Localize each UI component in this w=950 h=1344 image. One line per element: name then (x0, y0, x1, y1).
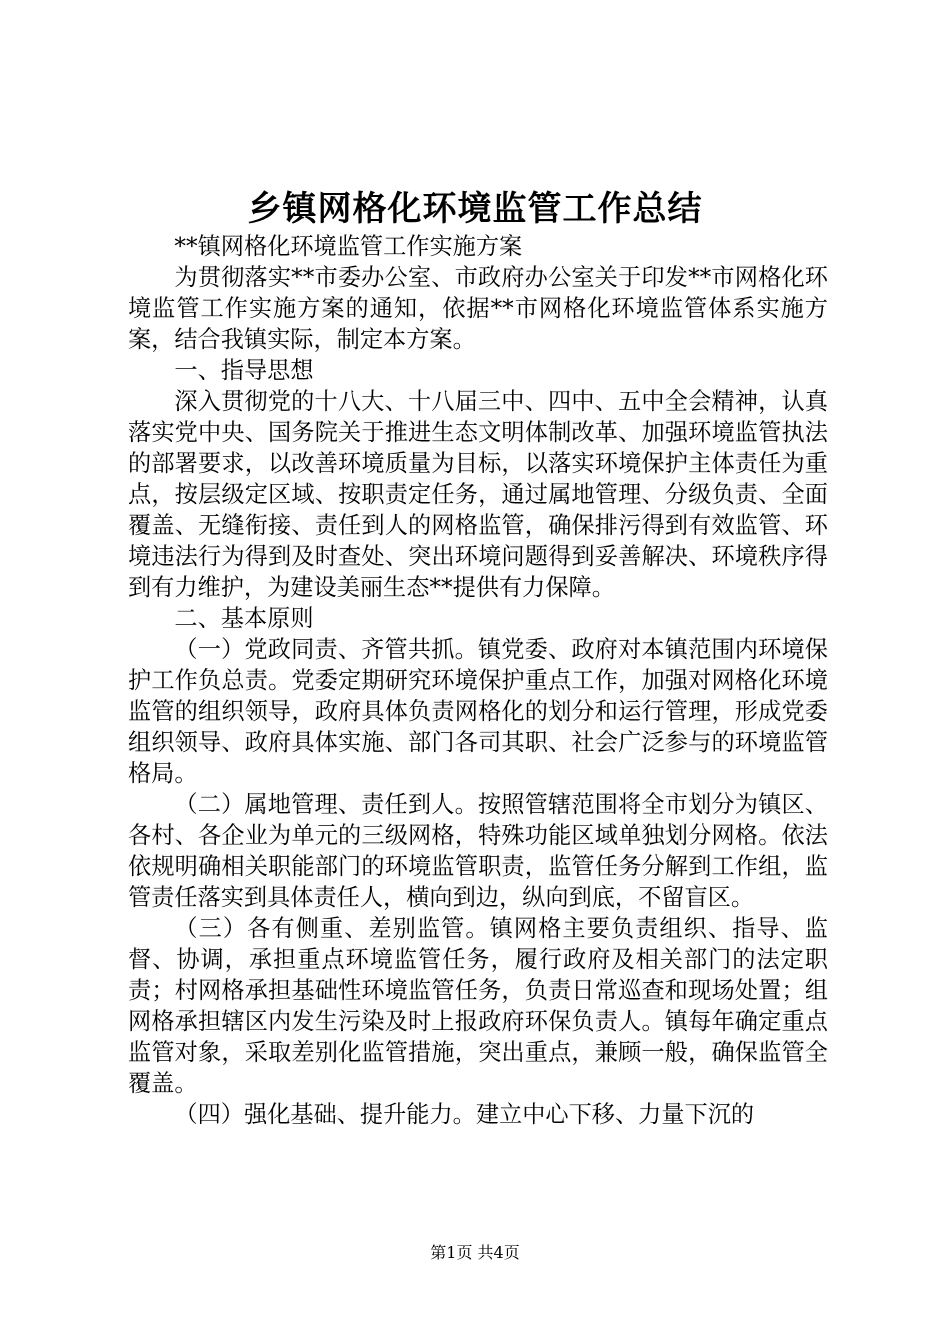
paragraph-intro: 为贯彻落实**市委办公室、市政府办公室关于印发**市网格化环境监管工作实施方案的通知，依据**市网格化环境监管体系实施方案，结合我镇实际，制定本方案。 (128, 264, 828, 353)
paragraph-principle-4: （四）强化基础、提升能力。建立中心下移、力量下沉的 (174, 1101, 755, 1128)
section-heading-guiding-thought: 一、指导思想 (174, 357, 314, 384)
paragraph-guiding-thought: 深入贯彻党的十八大、十八届三中、四中、五中全会精神，认真落实党中央、国务院关于推进生态文明体制改革、加强环境监管执法的部署要求，以改善环境质量为目标，以落实环境保护主体责任为重点，按层级定区域、按职责定任务，通过属地管理、分级负责、全面覆盖、无缝衔接、责任到人的网格监管，确保排污得到有效监管、环境违法行为得到及时查处、突出环境问题得到妥善解决、环境秩序得到有力维护，为建设美丽生态**提供有力保障。 (128, 388, 828, 601)
paragraph-principle-1: （一）党政同责、齐管共抓。镇党委、政府对本镇范围内环境保护工作负总责。党委定期研究环境保护重点工作，加强对网格化环境监管的组织领导，政府具体负责网格化的划分和运行管理，形成党委组织领导、政府具体实施、部门各司其职、社会广泛参与的环境监管格局。 (128, 636, 828, 787)
page-number-footer: 第1页 共4页 (430, 1243, 520, 1262)
paragraph-subtitle: **镇网格化环境监管工作实施方案 (174, 233, 523, 260)
paragraph-principle-3: （三）各有侧重、差别监管。镇网格主要负责组织、指导、监督、协调，承担重点环境监管任务，履行政府及相关部门的法定职责；村网格承担基础性环境监管任务，负责日常巡查和现场处置；组网格承担辖区内发生污染及时上报政府环保负责人。镇每年确定重点监管对象，采取差别化监管措施，突出重点，兼顾一般，确保监管全覆盖。 (128, 915, 828, 1097)
paragraph-principle-2: （二）属地管理、责任到人。按照管辖范围将全市划分为镇区、各村、各企业为单元的三级网格，特殊功能区域单独划分网格。依法依规明确相关职能部门的环境监管职责，监管任务分解到工作组，监管责任落实到具体责任人，横向到边，纵向到底，不留盲区。 (128, 791, 828, 911)
section-heading-basic-principles: 二、基本原则 (174, 605, 314, 632)
document-title: 乡镇网格化环境监管工作总结 (247, 189, 703, 229)
document-body (128, 231, 828, 1130)
